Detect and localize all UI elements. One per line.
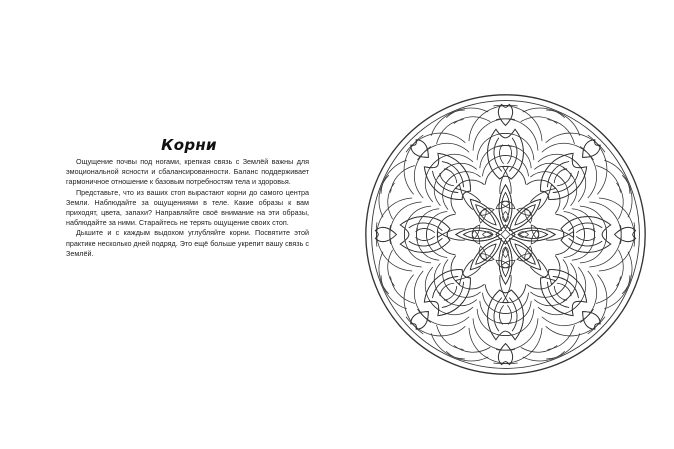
article-body [66,157,309,259]
paragraph-1: Ощущение почвы под ногами, крепкая связь с Землёй важны для эмоциональной ясности и сбалансированности. Баланс поддерживает гармоничное отношение к базовым потребностям тела и здоровья. [66,157,309,187]
mandala-illustration [362,91,649,378]
paragraph-2: Представьте, что из ваших стоп вырастают корни до самого центра Земли. Наблюдайте за ощущениями в теле. Какие образы к вам приходят, цвета, запахи? Направляйте своё внимание на эти образы, наблюдайте за ними. Старайтесь не терять ощущение своих стоп. [66,187,309,228]
page-title: Корни [161,136,217,154]
paragraph-3: Дышите и с каждым выдохом углубляйте корни. Посвятите этой практике несколько дней подряд. Это ещё больше укрепит вашу связь с Землёй. [66,228,309,258]
